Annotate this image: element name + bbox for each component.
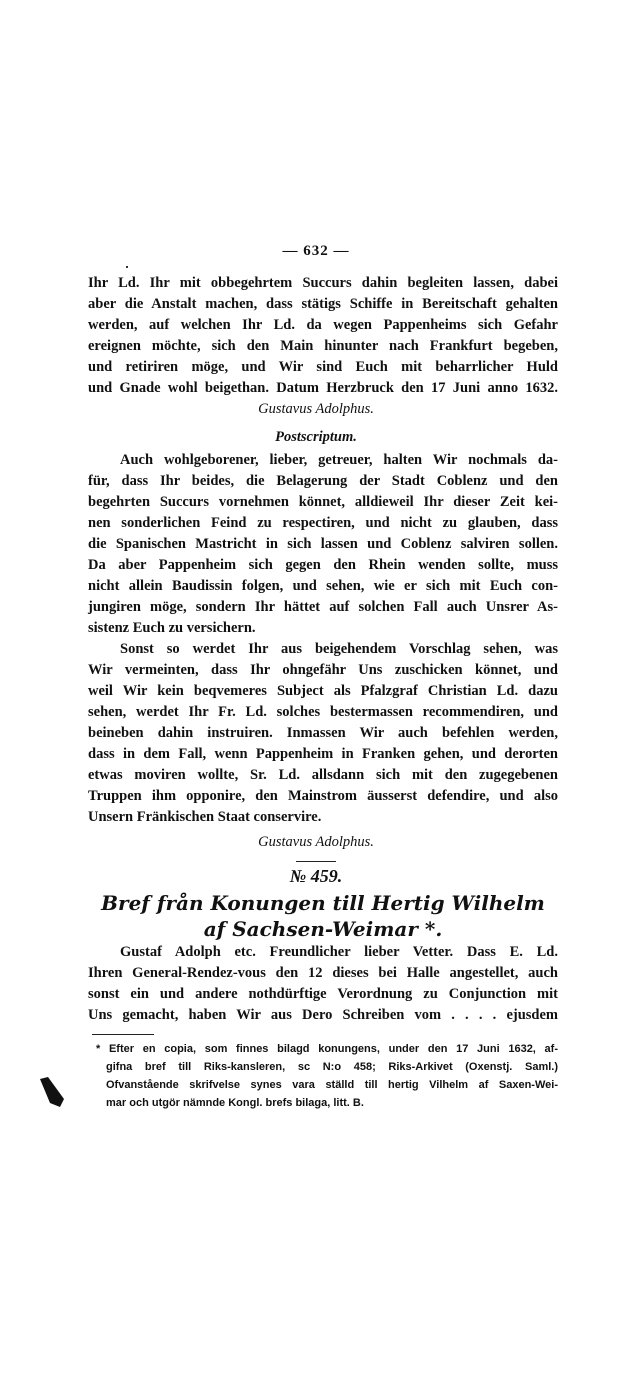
text-line: Wir vermeinten, dass Ihr ohngefähr Uns zuschicken könnet, und (88, 662, 558, 678)
text-line: weil Wir kein beqvemeres Subject als Pfalzgraf Christian Ld. dazu (88, 683, 558, 699)
postscript-heading: Postscriptum. (275, 429, 357, 445)
section-divider (296, 861, 336, 862)
text-line: Gustaf Adolph etc. Freundlicher lieber Vetter. Dass E. Ld. (120, 944, 558, 960)
signature: Gustavus Adolphus. (258, 401, 374, 417)
margin-arrow-icon (38, 1077, 66, 1107)
text-line: nen sonderlichen Feind zu respectiren, und nicht zu glauben, dass (88, 515, 558, 531)
footnote-line: * Efter en copia, som finnes bilagd konungens, under den 17 Juni 1632, af- (96, 1043, 558, 1055)
text-line: die Spanischen Mastricht in sich lassen und Coblenz salviren sollen. (88, 536, 558, 552)
text-line: Da aber Pappenheim sich gegen den Rhein wenden sollte, muss (88, 557, 558, 573)
text-line: Unsern Fränkischen Staat conservire. (88, 809, 322, 825)
text-line: für, dass Ihr beides, die Belagerung der Stadt Coblenz und den (88, 473, 558, 489)
document-number: № 459. (289, 866, 343, 886)
text-line: etwas moviren wollte, Sr. Ld. allsdann sich mit den zugegebenen (88, 767, 558, 783)
text-line: nicht allein Baudissin folgen, und sehen, wie er sich mit Euch con- (88, 578, 558, 594)
text-line: beineben dahin instruiren. Inmassen Wir auch befehlen werden, (88, 725, 558, 741)
text-line: Uns gemacht, haben Wir aus Dero Schreiben vom . . . . ejusdem (88, 1007, 558, 1023)
text-line: Truppen ihm opponire, den Mainstrom äusserst defendire, und also (88, 788, 558, 804)
text-line: aber die Anstalt machen, dass stätigs Schiffe in Bereitschaft gehalten (88, 296, 558, 312)
footnote-rule (92, 1034, 154, 1035)
footnote-line: Ofvanstående skrifvelse synes vara ställd till hertig Vilhelm af Saxen-Wei- (106, 1079, 558, 1091)
text-line: sistenz Euch zu versichern. (88, 620, 256, 636)
text-line: Ihren General-Rendez-vous den 12 dieses bei Halle angestellet, auch (88, 965, 558, 981)
text-line: und retiriren möge, und Wir sind Euch mit beharrlicher Huld (88, 359, 558, 375)
text-line: ereignen möchte, sich den Main hinunter nach Frankfurt begeben, (88, 338, 558, 354)
stray-mark (126, 266, 128, 268)
text-line: werden, auf welchen Ihr Ld. da wegen Pappenheims sich Gefahr (88, 317, 558, 333)
text-line: sehen, werdet Ihr Fr. Ld. solches bestermassen recommendiren, und (88, 704, 558, 720)
footnote-line: gifna bref till Riks-kansleren, sc N:o 458; Riks-Arkivet (Oxenstj. Saml.) (106, 1061, 558, 1073)
text-line: Auch wohlgeborener, lieber, getreuer, halten Wir nochmals da- (120, 452, 558, 468)
text-line: sonst ein und andere nothdürftige Verordnung zu Conjunction mit (88, 986, 558, 1002)
signature: Gustavus Adolphus. (258, 834, 374, 850)
page-number: — 632 — (282, 243, 350, 259)
document-title-line: af Sachsen-Weimar *. (203, 917, 443, 941)
text-line: begehrten Succurs vornehmen könnet, alldieweil Ihr dieser Zeit kei- (88, 494, 558, 510)
text-line: und Gnade wohl beigethan. Datum Herzbruck den 17 Juni anno 1632. (88, 380, 558, 396)
footnote-line: mar och utgör nämnde Kongl. brefs bilaga, litt. B. (106, 1097, 364, 1109)
document-title-line: Bref från Konungen till Hertig Wilhelm (101, 891, 545, 915)
text-line: Ihr Ld. Ihr mit obbegehrtem Succurs dahin begleiten lassen, dabei (88, 275, 558, 291)
text-line: Sonst so werdet Ihr aus beigehendem Vorschlag sehen, was (120, 641, 558, 657)
text-line: dass in dem Fall, wenn Pappenheim in Franken gehen, und derorten (88, 746, 558, 762)
text-line: jungiren möge, sondern Ihr hättet auf solchen Fall auch Unsrer As- (88, 599, 558, 615)
